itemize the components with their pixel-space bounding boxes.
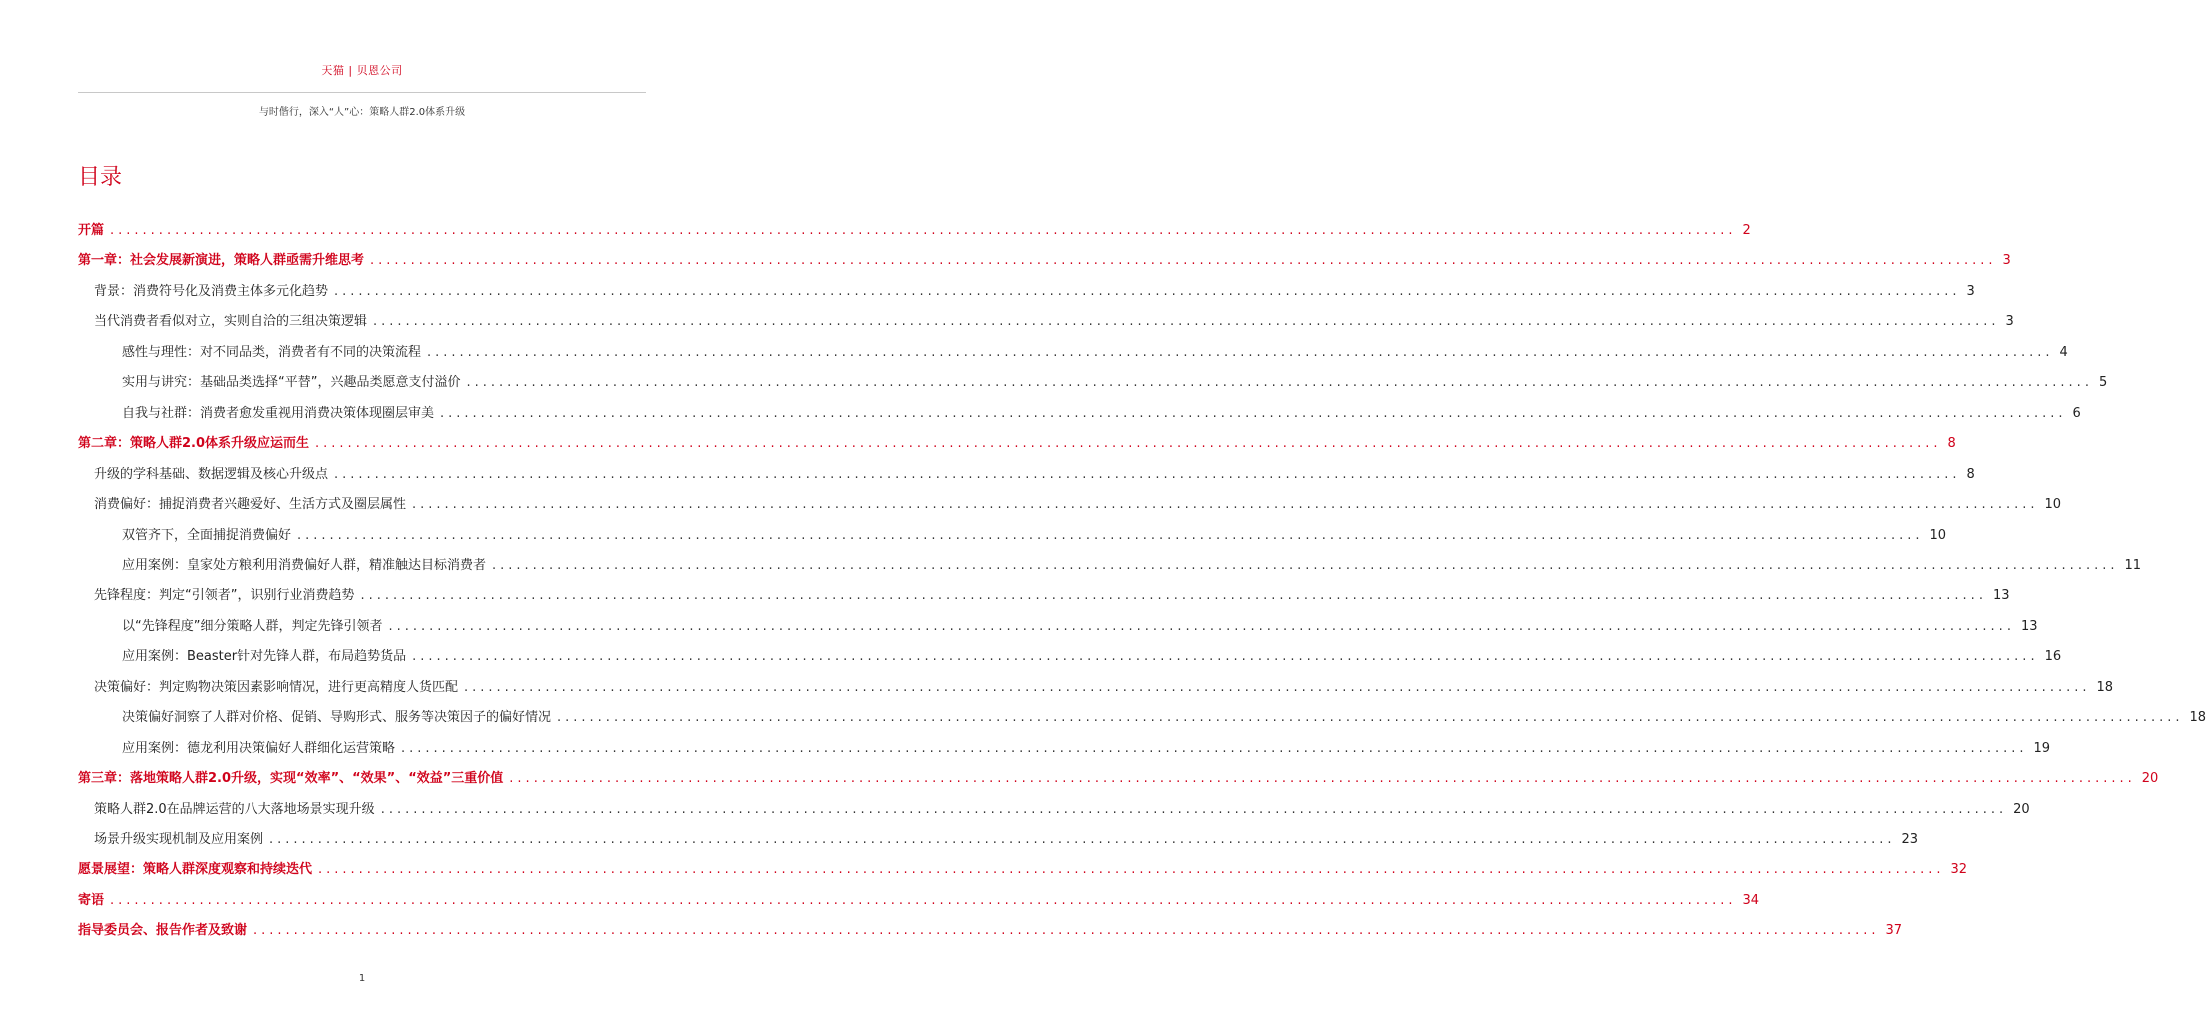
toc-chapter-entry[interactable] [78,853,1968,879]
toc-leader-dots: ........................................................................................................................................................................................................ [315,436,1942,452]
header-brand: 天猫 | 贝恩公司 [321,64,403,77]
toc-subsection-entry[interactable] [122,397,2081,423]
toc-entry-label: 应用案例：皇家处方粮利用消费偏好人群，精准触达目标消费者 [122,557,487,573]
toc-entry-label: 感性与理性：对不同品类，消费者有不同的决策流程 [122,344,422,360]
toc-entry-label: 决策偏好：判定购物决策因素影响情况，进行更高精度人货匹配 [94,679,459,695]
toc-title: 目录 [78,165,123,190]
toc-leader-dots: ........................................................................................................................................................................................................ [334,466,1961,482]
toc-leader-dots: ........................................................................................................................................................................................................ [380,801,2008,817]
toc-subsection-entry[interactable] [122,701,2206,727]
toc-entry-label: 第二章：策略人群2.0体系升级应运而生 [78,436,310,452]
toc-entry-page: 4 [2059,344,2068,360]
toc-section-entry[interactable] [94,579,2010,605]
toc-leader-dots: ........................................................................................................................................................................................................ [388,618,2015,634]
toc-leader-dots: ........................................................................................................................................................................................................ [360,588,1987,604]
toc-chapter-entry[interactable] [78,427,1956,453]
toc-chapter-entry[interactable] [78,914,1903,940]
toc-leader-dots: ........................................................................................................................................................................................................ [557,710,2184,726]
toc-entry-page: 13 [2020,618,2038,634]
toc-section-entry[interactable] [94,793,2030,819]
toc-leader-dots: ........................................................................................................................................................................................................ [412,497,2039,513]
toc-entry-label: 实用与讲究：基础品类选择“平替”，兴趣品类愿意支付溢价 [122,375,461,391]
toc-leader-dots: ........................................................................................................................................................................................................ [334,283,1961,299]
toc-subsection-entry[interactable] [122,519,1947,545]
toc-entry-label: 愿景展望：策略人群深度观察和持续迭代 [78,862,313,878]
toc-entry-page: 37 [1885,923,1903,939]
toc-leader-dots: ........................................................................................................................................................................................................ [492,557,2119,573]
toc-entry-page: 2 [1742,223,1751,238]
toc-subsection-entry[interactable] [122,610,2038,636]
toc-leader-dots: ........................................................................................................................................................................................................ [253,923,1880,939]
toc-subsection-entry[interactable] [122,366,2108,392]
toc-chapter-entry[interactable] [78,244,2011,270]
toc-entry-label: 第三章：落地策略人群2.0升级，实现“效率”、“效果”、“效益”三重价值 [78,771,504,787]
toc-leader-dots: ........................................................................................................................................................................................................ [297,527,1924,543]
toc-entry-page: 10 [1929,527,1947,543]
toc-subsection-entry[interactable] [122,640,2062,666]
toc-entry-label: 策略人群2.0在品牌运营的八大落地场景实现升级 [94,801,375,817]
toc-chapter-entry[interactable] [78,214,1751,240]
report-subtitle: 与时偕行，深入“人”心：策略人群2.0体系升级 [258,107,466,118]
toc-leader-dots: ........................................................................................................................................................................................................ [401,740,2028,756]
toc-chapter-entry[interactable] [78,884,1760,910]
toc-leader-dots: ........................................................................................................................................................................................................ [464,679,2091,695]
toc-leader-dots: ........................................................................................................................................................................................................ [440,405,2067,421]
toc-entry-label: 场景升级实现机制及应用案例 [94,832,264,847]
toc-entry-label: 当代消费者看似对立，实则自洽的三组决策逻辑 [94,314,368,330]
toc-entry-page: 11 [2124,557,2142,573]
toc-subsection-entry[interactable] [122,549,2142,575]
toc-entry-page: 6 [2072,405,2081,421]
toc-chapter-entry[interactable] [78,762,2159,788]
toc-leader-dots: ........................................................................................................................................................................................................ [466,375,2093,391]
toc-leader-dots: ........................................................................................................................................................................................................ [110,223,1737,238]
toc-entry-page: 23 [1901,832,1919,847]
toc-entry-page: 13 [1992,588,2010,604]
toc-entry-page: 5 [2098,375,2108,391]
toc-entry-page: 8 [1966,466,1975,482]
toc-entry-page: 3 [1966,283,1975,299]
toc-entry-label: 背景：消费符号化及消费主体多元化趋势 [94,283,329,299]
toc-leader-dots: ........................................................................................................................................................................................................ [373,314,2000,330]
toc-entry-label: 消费偏好：捕捉消费者兴趣爱好、生活方式及圈层属性 [94,497,407,513]
toc-entry-label: 升级的学科基础、数据逻辑及核心升级点 [94,466,329,482]
toc-entry-page: 20 [2013,801,2030,817]
toc-section-entry[interactable] [94,671,2114,697]
page-number: 1 [358,973,366,984]
toc-entry-label: 第一章：社会发展新演进，策略人群亟需升维思考 [78,253,365,269]
toc-leader-dots: ........................................................................................................................................................................................................ [412,649,2039,665]
toc-section-entry[interactable] [94,275,1975,301]
toc-entry-page: 18 [2189,710,2206,726]
toc-entry-page: 18 [2096,679,2114,695]
toc-entry-label: 指导委员会、报告作者及致谢 [78,923,248,939]
toc-entry-page: 8 [1947,436,1956,452]
toc-entry-page: 10 [2044,497,2062,513]
toc-entry-page: 3 [2002,253,2011,269]
toc-entry-label: 决策偏好洞察了人群对价格、促销、导购形式、服务等决策因子的偏好情况 [122,710,552,726]
toc-section-entry[interactable] [94,458,1975,484]
toc-leader-dots: ........................................................................................................................................................................................................ [110,892,1737,908]
toc-entry-page: 34 [1742,892,1760,908]
toc-entry-label: 双管齐下，全面捕捉消费偏好 [122,527,292,543]
toc-entry-label: 自我与社群：消费者愈发重视用消费决策体现圈层审美 [122,405,435,421]
toc-entry-page: 32 [1950,862,1968,878]
toc-entry-label: 以“先锋程度”细分策略人群，判定先锋引领者 [122,618,383,634]
header-divider [78,92,646,93]
toc-entry-page: 16 [2044,649,2062,665]
toc-leader-dots: ........................................................................................................................................................................................................ [318,862,1945,878]
toc-entry-page: 19 [2033,740,2051,756]
toc-leader-dots: ........................................................................................................................................................................................................ [269,832,1896,847]
toc-entry-label: 寄语 [78,892,105,908]
toc-leader-dots: ........................................................................................................................................................................................................ [370,253,1997,269]
toc-subsection-entry[interactable] [122,732,2051,758]
toc-entry-label: 先锋程度：判定“引领者”，识别行业消费趋势 [94,588,355,604]
toc-section-entry[interactable] [94,305,2014,331]
toc-entry-label: 开篇 [78,223,105,238]
toc-entry-page: 20 [2141,771,2159,787]
toc-entry-label: 应用案例：Beaster针对先锋人群，布局趋势货品 [122,649,407,665]
toc-section-entry[interactable] [94,823,1919,849]
toc-entry-page: 3 [2005,314,2014,330]
toc-leader-dots: ........................................................................................................................................................................................................ [427,344,2054,360]
toc-subsection-entry[interactable] [122,336,2068,362]
toc-leader-dots: ........................................................................................................................................................................................................ [509,771,2136,787]
toc-entry-label: 应用案例：德龙利用决策偏好人群细化运营策略 [122,740,396,756]
toc-section-entry[interactable] [94,488,2062,514]
